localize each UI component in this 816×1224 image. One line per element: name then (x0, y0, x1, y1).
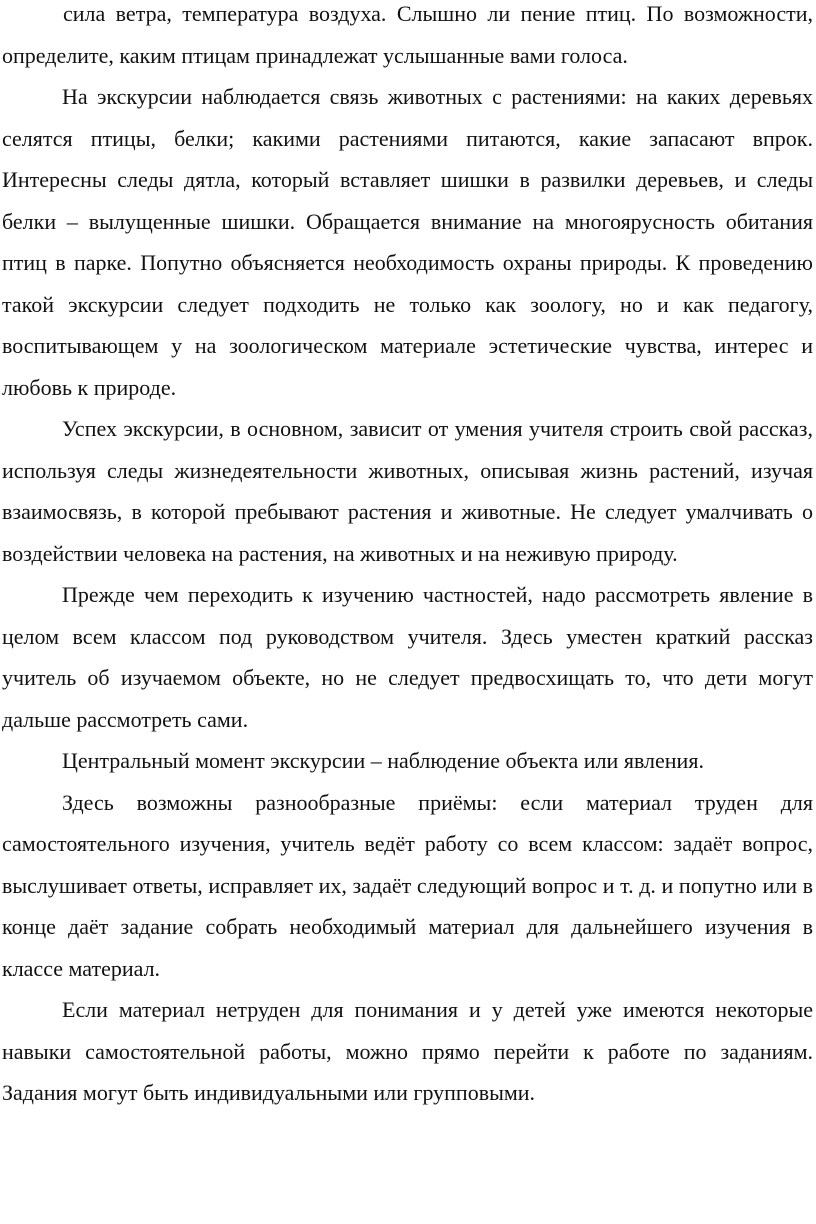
paragraph-excursion-success: Успех экскурсии, в основном, зависит от умения учителя строить свой рассказ, используя следы жизнедеятельности животных, описывая жизнь растений, изучая взаимосвязь, в которой пребывают растения и животные. Не следует умалчивать о воздействии человека на растения, на животных и на неживую природу. (2, 416, 813, 566)
paragraph-assignments: Если материал нетруден для понимания и у детей уже имеются некоторые навыки самостоятельной работы, можно прямо перейти к работе по заданиям. Задания могут быть индивидуальными или групповыми. (2, 997, 813, 1105)
paragraph-animal-plant-links: На экскурсии наблюдается связь животных с растениями: на каких деревьях селятся птицы, белки; какими растениями питаются, какие запасают впрок. Интересны следы дятла, который вставляет шишки в развилки деревьев, и следы белки – вылущенные шишки. Обращается внимание на многоярусность обитания птиц в парке. Попутно объясняется необходимость охраны природы. К проведению такой экскурсии следует подходить не только как зоологу, но и как педагогу, воспитывающем у на зоологическом материале эстетические чувства, интерес и любовь к природе. (2, 84, 813, 400)
paragraph-techniques: Здесь возможны разнообразные приёмы: если материал труден для самостоятельного изучения, учитель ведёт работу со всем классом: задаёт вопрос, выслушивает ответы, исправляет их, задаёт следующий вопрос и т. д. и попутно или в конце даёт задание собрать необходимый материал для дальнейшего изучения в классе материал. (2, 789, 813, 981)
paragraph-weather: сила ветра, температура воздуха. Слышно ли пение птиц. По возможности, определите, каким птицам принадлежат услышанные вами голоса. (2, 1, 813, 68)
paragraph-central-moment: Центральный момент экскурсии – наблюдение объекта или явления. (62, 748, 704, 773)
paragraph-whole-phenomenon: Прежде чем переходить к изучению частностей, надо рассмотреть явление в целом всем классом под руководством учителя. Здесь уместен краткий рассказ учитель об изучаемом объекте, но не следует предвосхищать то, что дети могут дальше рассмотреть сами. (2, 582, 813, 732)
